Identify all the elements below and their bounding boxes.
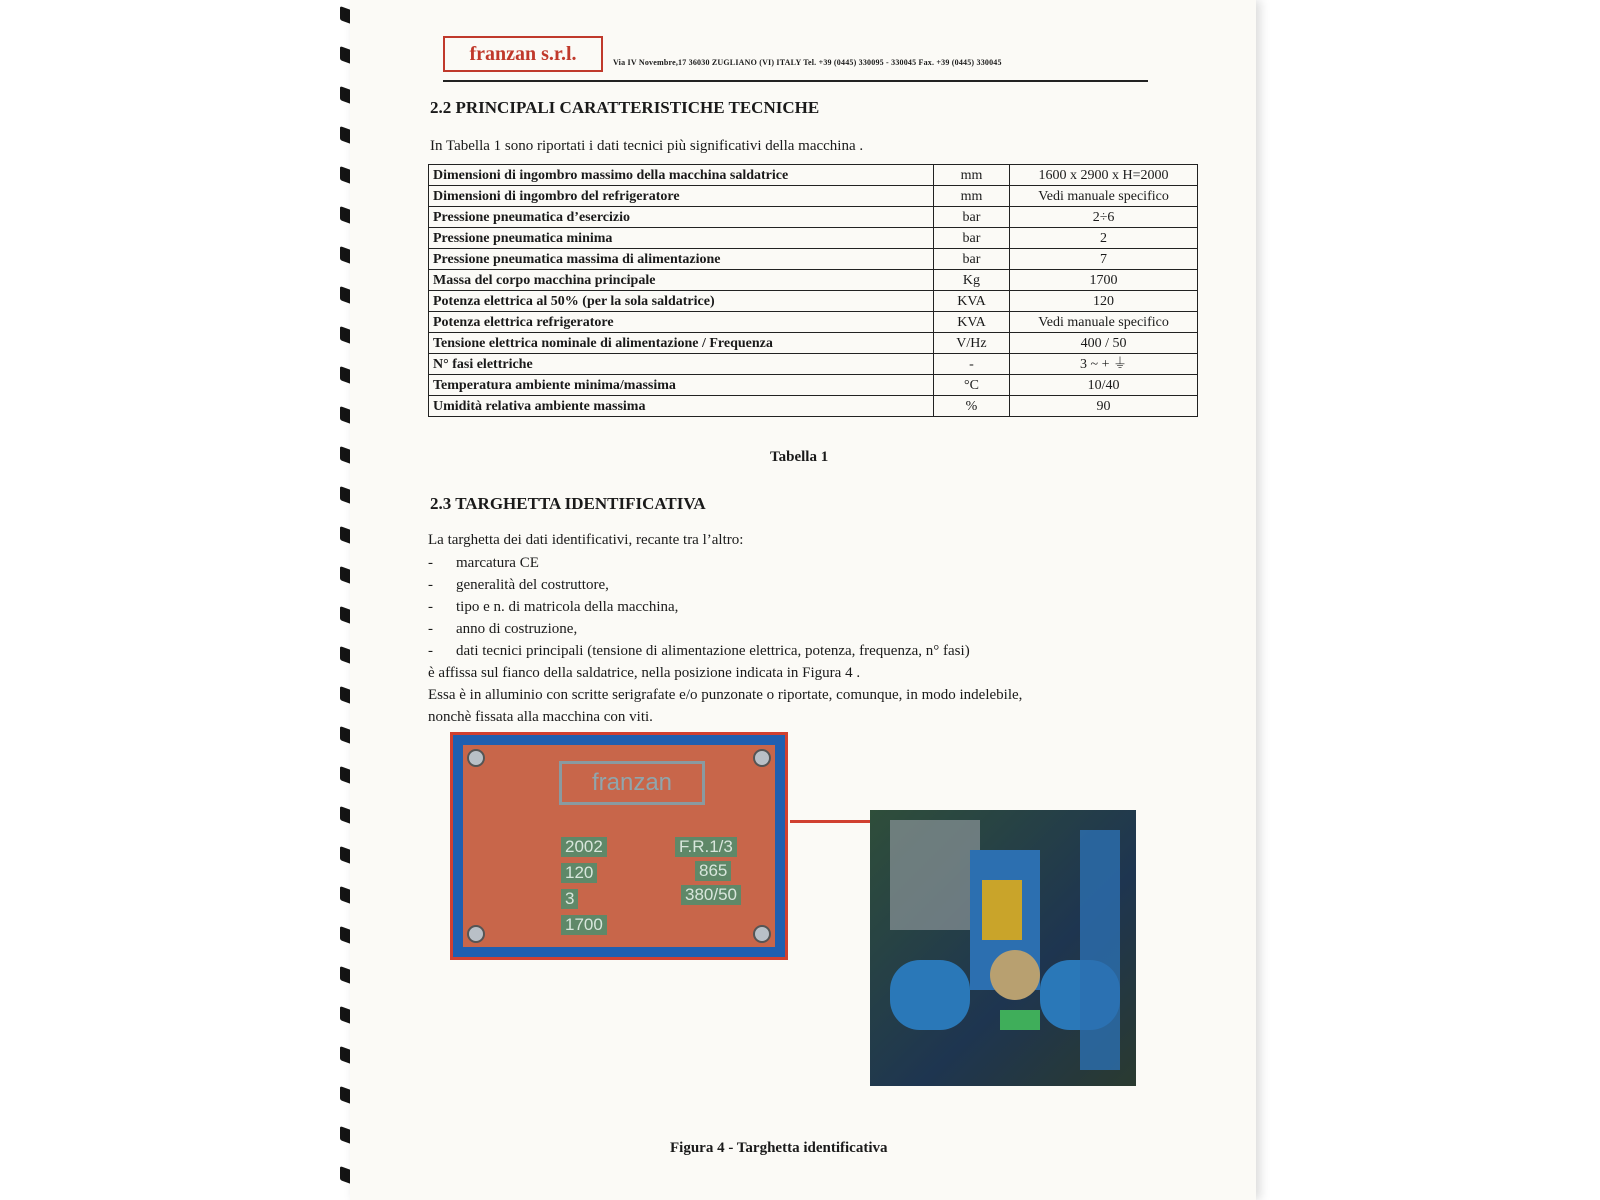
spec-unit: °C xyxy=(933,375,1009,396)
table-row xyxy=(429,270,1198,291)
machine-photo xyxy=(870,810,1136,1086)
spec-value: Vedi manuale specifico xyxy=(1010,186,1198,207)
spec-value: 120 xyxy=(1010,291,1198,312)
spec-parameter: N° fasi elettriche xyxy=(429,354,934,375)
plate-model: F.R.1/3 xyxy=(675,837,737,857)
spec-unit: KVA xyxy=(933,312,1009,333)
spec-parameter: Pressione pneumatica minima xyxy=(429,228,934,249)
company-logo xyxy=(443,36,603,72)
spec-parameter: Massa del corpo macchina principale xyxy=(429,270,934,291)
spec-parameter: Pressione pneumatica massima di alimentazione xyxy=(429,249,934,270)
spec-unit: mm xyxy=(933,165,1009,186)
table-row xyxy=(429,333,1198,354)
section-2-3-intro: La targhetta dei dati identificativi, recante tra l’altro: xyxy=(428,532,744,548)
plate-surface xyxy=(463,745,775,947)
list-item: - marcatura CE xyxy=(428,552,1022,574)
spec-value: 7 xyxy=(1010,249,1198,270)
spec-unit: - xyxy=(933,354,1009,375)
spec-unit: % xyxy=(933,396,1009,417)
spec-unit: bar xyxy=(933,249,1009,270)
table-row xyxy=(429,207,1198,228)
section-2-2-title: 2.2 PRINCIPALI CARATTERISTICHE TECNICHE xyxy=(430,98,820,117)
plate-serial: 865 xyxy=(695,861,731,881)
screw-icon xyxy=(467,925,485,943)
table-row xyxy=(429,354,1198,375)
list-item: - generalità del costruttore, xyxy=(428,574,1022,596)
spec-value: 2 xyxy=(1010,228,1198,249)
spec-parameter: Umidità relativa ambiente massima xyxy=(429,396,934,417)
spec-parameter: Dimensioni di ingombro massimo della macchina saldatrice xyxy=(429,165,934,186)
company-logo-text: franzan s.r.l. xyxy=(469,42,577,65)
list-item: - dati tecnici principali (tensione di alimentazione elettrica, potenza, frequenza, n° fasi) xyxy=(428,640,1022,662)
plate-logo: franzan xyxy=(559,761,705,805)
body-line: Essa è in alluminio con scritte serigrafate e/o punzonate o riportate, comunque, in modo indelebile, xyxy=(428,687,1023,703)
body-line: è affissa sul fianco della saldatrice, nella posizione indicata in Figura 4 . xyxy=(428,665,861,681)
spec-parameter: Temperatura ambiente minima/massima xyxy=(429,375,934,396)
document-page xyxy=(350,0,1256,1200)
spec-unit: KVA xyxy=(933,291,1009,312)
body-line: nonchè fissata alla macchina con viti. xyxy=(428,709,653,725)
table-row xyxy=(429,228,1198,249)
spec-unit: V/Hz xyxy=(933,333,1009,354)
spec-value: 3 ~ + ⏚ xyxy=(1010,354,1198,375)
spec-parameter: Pressione pneumatica d’esercizio xyxy=(429,207,934,228)
spec-unit: Kg xyxy=(933,270,1009,291)
table-row xyxy=(429,396,1198,417)
table-caption: Tabella 1 xyxy=(770,449,829,465)
plate-year: 2002 xyxy=(561,837,607,857)
spec-parameter: Dimensioni di ingombro del refrigeratore xyxy=(429,186,934,207)
spec-parameter: Potenza elettrica al 50% (per la sola saldatrice) xyxy=(429,291,934,312)
spec-value: 10/40 xyxy=(1010,375,1198,396)
screw-icon xyxy=(753,925,771,943)
spec-unit: mm xyxy=(933,186,1009,207)
spec-value: 400 / 50 xyxy=(1010,333,1198,354)
background-right xyxy=(1256,0,1600,1200)
header-divider xyxy=(443,80,1148,82)
plate-contents-list xyxy=(428,552,1022,728)
table-row xyxy=(429,186,1198,207)
screw-icon xyxy=(753,749,771,767)
spec-parameter: Tensione elettrica nominale di alimentazione / Frequenza xyxy=(429,333,934,354)
list-item: - anno di costruzione, xyxy=(428,618,1022,640)
technical-specs-table xyxy=(428,164,1198,417)
company-address: Via IV Novembre,17 36030 ZUGLIANO (VI) ITALY Tel. +39 (0445) 330095 - 330045 Fax. +39 (0445) 330045 xyxy=(613,58,1002,67)
plate-kva: 120 xyxy=(561,863,597,883)
list-item: - tipo e n. di matricola della macchina, xyxy=(428,596,1022,618)
plate-phases: 3 xyxy=(561,889,578,909)
spec-unit: bar xyxy=(933,228,1009,249)
spec-value: 2÷6 xyxy=(1010,207,1198,228)
table-row xyxy=(429,291,1198,312)
spec-parameter: Potenza elettrica refrigeratore xyxy=(429,312,934,333)
table-row xyxy=(429,375,1198,396)
plate-mass: 1700 xyxy=(561,915,607,935)
spec-value: 1700 xyxy=(1010,270,1198,291)
section-2-2-intro: In Tabella 1 sono riportati i dati tecnici più significativi della macchina . xyxy=(430,138,864,154)
spec-value: 1600 x 2900 x H=2000 xyxy=(1010,165,1198,186)
spec-unit: bar xyxy=(933,207,1009,228)
page-header xyxy=(443,34,1148,90)
screw-icon xyxy=(467,749,485,767)
figure-caption: Figura 4 - Targhetta identificativa xyxy=(670,1140,888,1156)
plate-voltage: 380/50 xyxy=(681,885,741,905)
identification-plate-photo xyxy=(450,732,788,960)
table-row xyxy=(429,249,1198,270)
table-row xyxy=(429,165,1198,186)
spec-value: 90 xyxy=(1010,396,1198,417)
section-2-3-title: 2.3 TARGHETTA IDENTIFICATIVA xyxy=(430,494,706,513)
pointer-line xyxy=(790,820,870,823)
table-row xyxy=(429,312,1198,333)
spec-value: Vedi manuale specifico xyxy=(1010,312,1198,333)
